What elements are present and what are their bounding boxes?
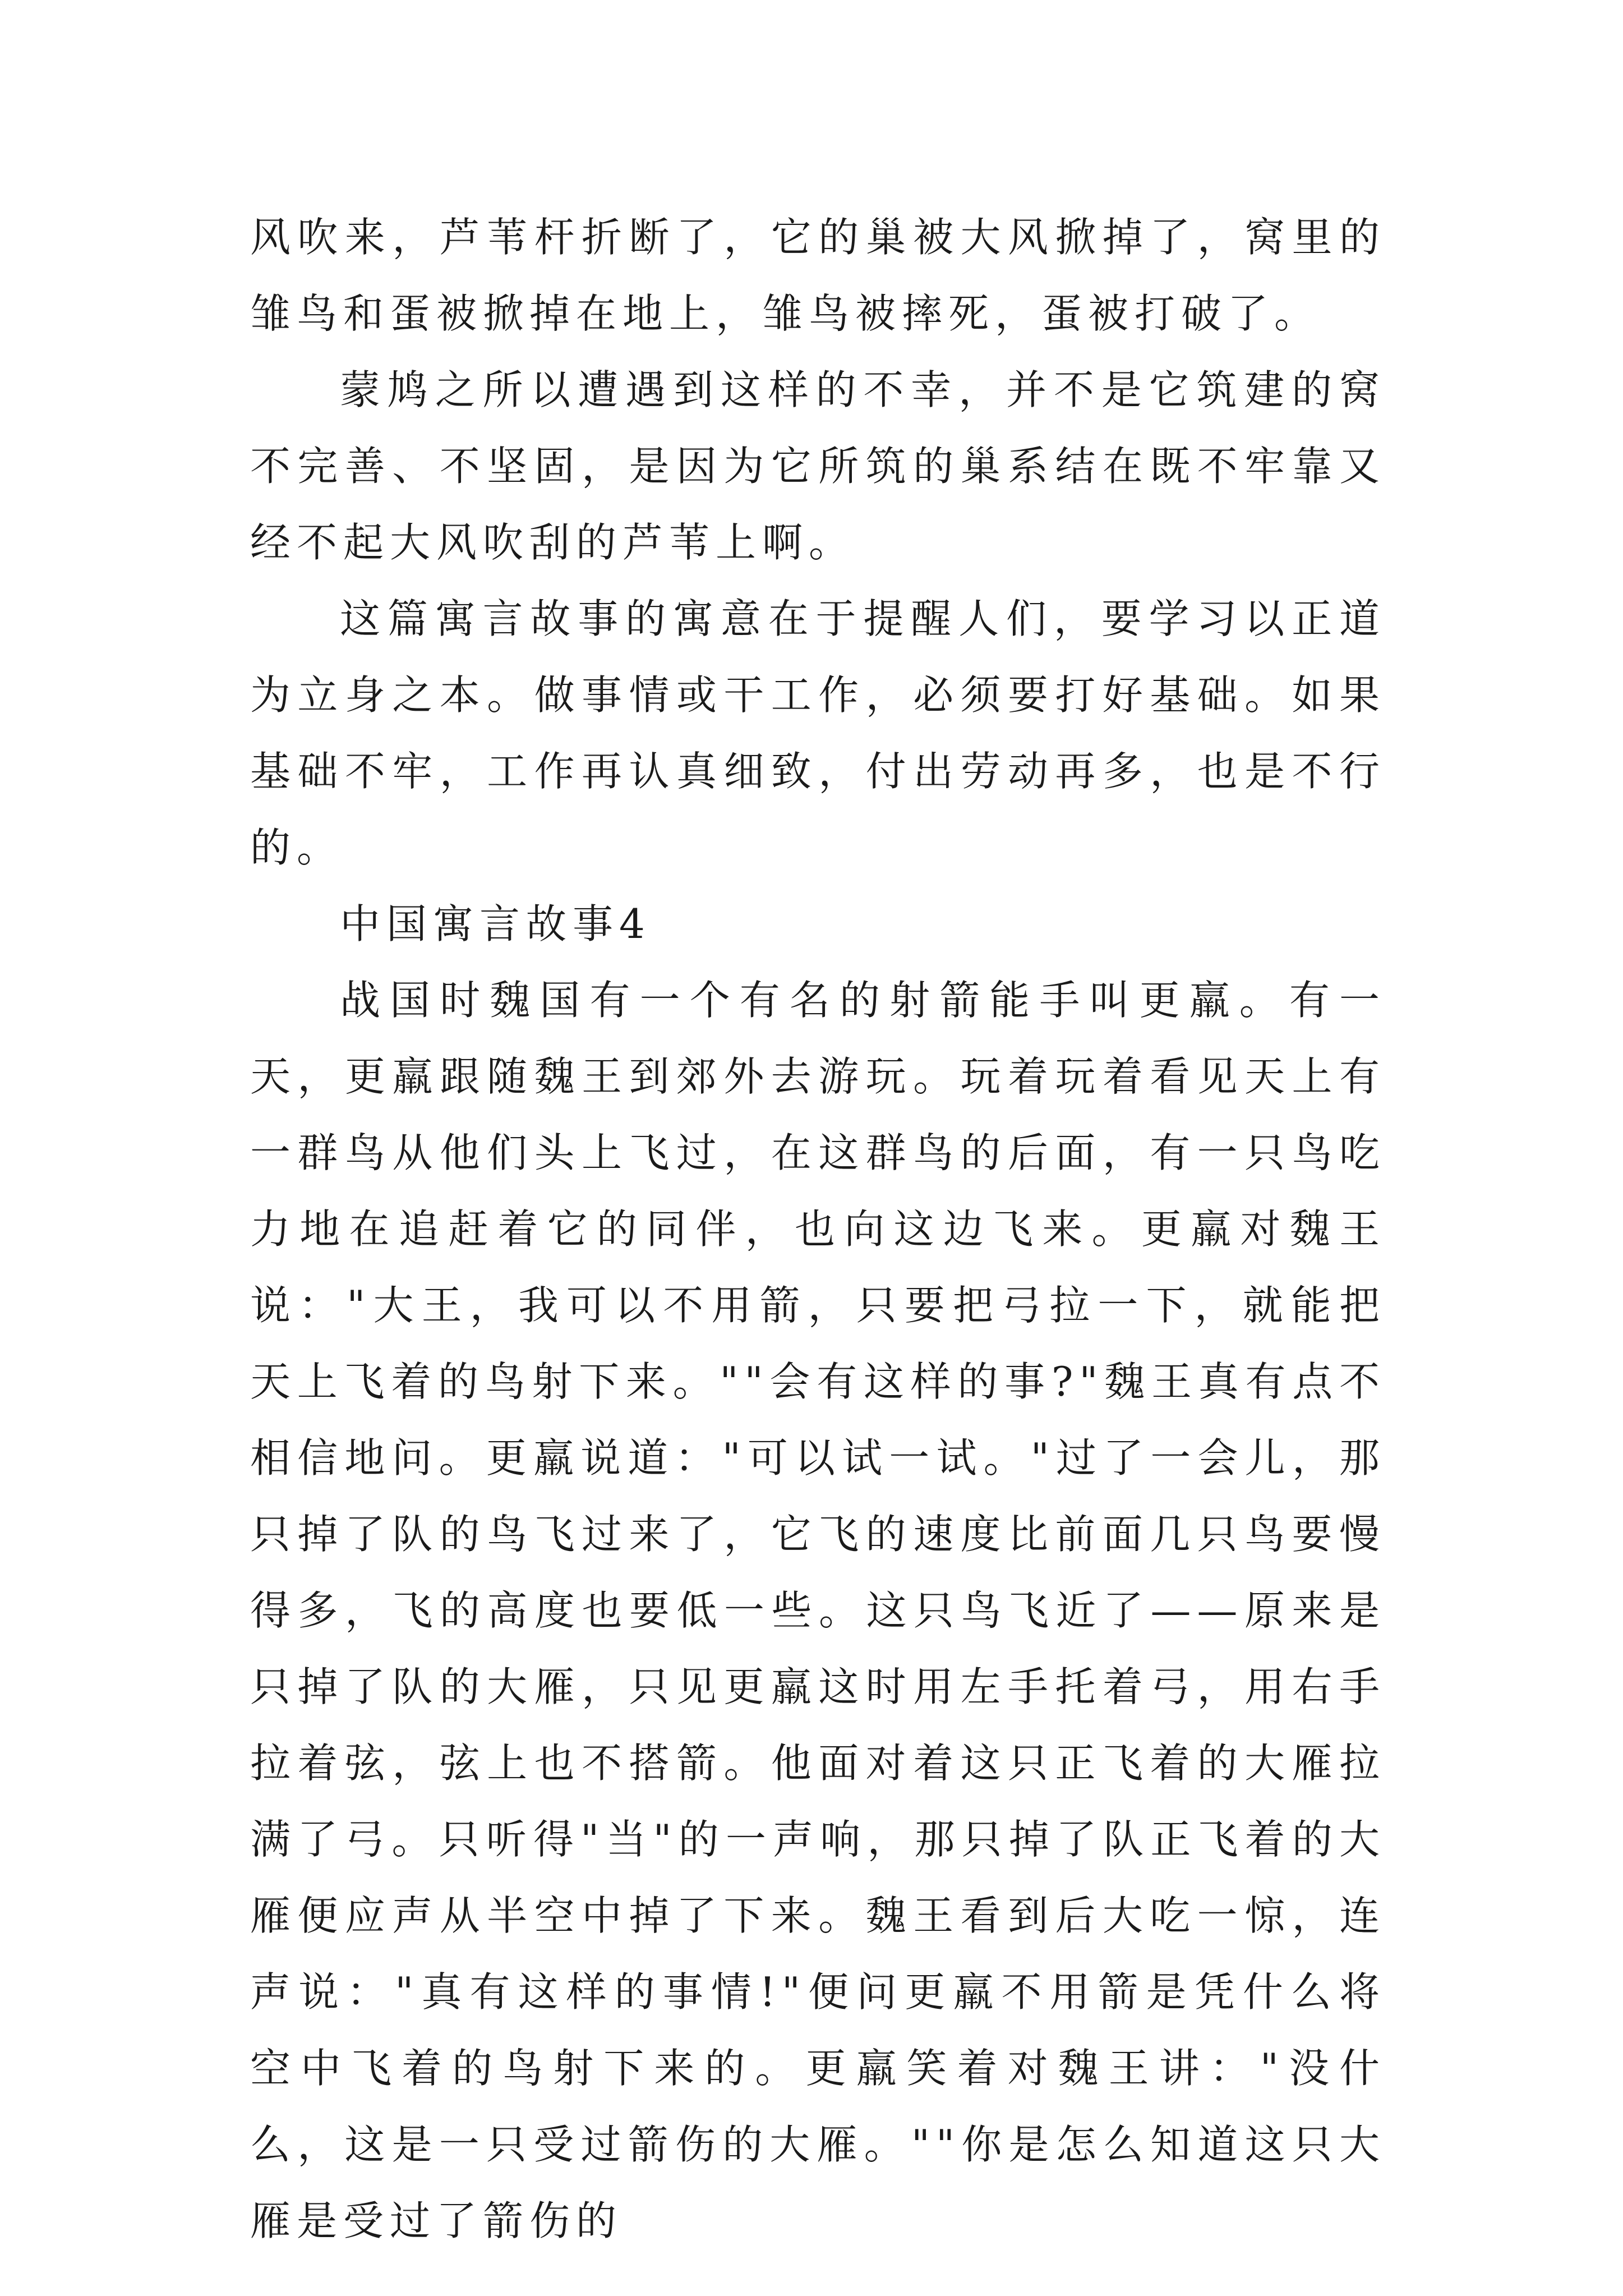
paragraph: 这篇寓言故事的寓意在于提醒人们，要学习以正道为立身之本。做事情或干工作，必须要打好基础。如果基础不牢，工作再认真细致，付出劳动再多，也是不行的。: [250, 595, 1386, 871]
paragraph: 战国时魏国有一个有名的射箭能手叫更羸。有一天，更羸跟随魏王到郊外去游玩。玩着玩着看见天上有一群鸟从他们头上飞过，在这群鸟的后面，有一只鸟吃力地在追赶着它的同伴，也向这边飞来。更羸对魏王说："大王，我可以不用箭，只要把弓拉一下，就能把天上飞着的鸟射下来。""会有这样的事?"魏王真有点不相信地问。更羸说道："可以试一试。"过了一会儿，那只掉了队的鸟飞过来了，它飞的速度比前面几只鸟要慢得多，飞的高度也要低一些。这只鸟飞近了——原来是只掉了队的大雁，只见更羸这时用左手托着弓，用右手拉着弦，弦上也不搭箭。他面对着这只正飞着的大雁拉满了弓。只听得"当"的一声响，那只掉了队正飞着的大雁便应声从半空中掉了下来。魏王看到后大吃一惊，连声说："真有这样的事情!"便问更羸不用箭是凭什么将空中飞着的鸟射下来的。更羸笑着对魏王讲："没什么，这是一只受过箭伤的大雁。""你是怎么知道这只大雁是受过了箭伤的: [250, 977, 1386, 2244]
section-heading: 中国寓言故事4: [340, 900, 651, 947]
paragraph-continuation: 风吹来，芦苇杆折断了，它的巢被大风掀掉了，窝里的雏鸟和蛋被掀掉在地上，雏鸟被摔死，蛋被打破了。: [250, 214, 1386, 337]
document-body: [250, 199, 1386, 2259]
paragraph: 蒙鸠之所以遭遇到这样的不幸，并不是它筑建的窝不完善、不坚固，是因为它所筑的巢系结在既不牢靠又经不起大风吹刮的芦苇上啊。: [250, 366, 1386, 566]
